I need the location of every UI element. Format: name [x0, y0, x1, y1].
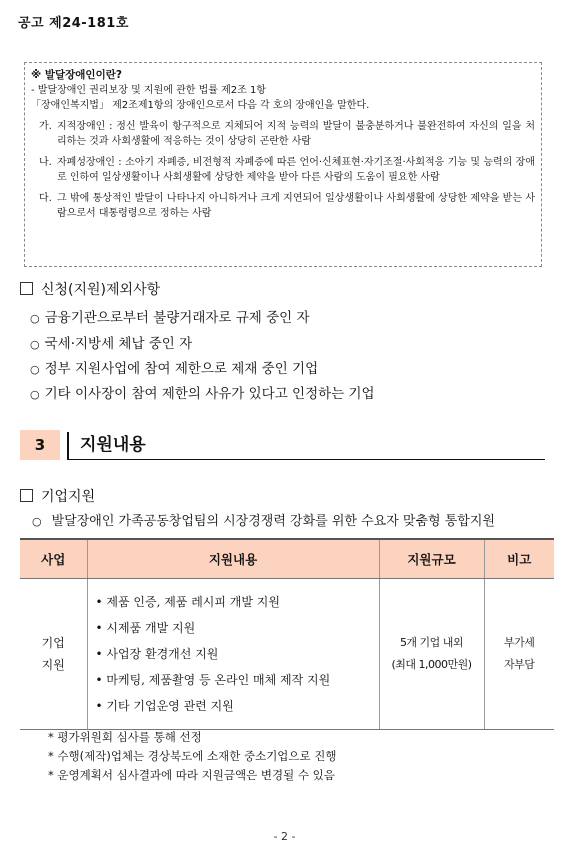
definition-title: ※ 발달장애인이란? — [31, 69, 122, 81]
section-underline — [67, 459, 545, 460]
developmental-disability-definition-box — [24, 62, 542, 267]
table-header-row — [20, 539, 554, 579]
definition-item-text: 그 밖에 통상적인 발달이 나타나지 아니하거나 크게 지연되어 일상생활이나 사회생활에 상당한 제약을 받는 사람으로서 대통령령으로 정하는 사람 — [57, 193, 535, 219]
square-bullet-icon — [20, 489, 33, 502]
exclusion-heading-text: 신청(지원)제외사항 — [41, 282, 161, 298]
cell-scale — [379, 579, 484, 730]
exclusion-item-text: 기타 이사장이 참여 제한의 사유가 있다고 인정하는 기업 — [44, 386, 375, 402]
definition-item — [31, 155, 535, 185]
content-item: • 기타 기업운영 관련 지원 — [95, 699, 234, 713]
company-support-heading — [20, 486, 95, 506]
content-item: • 제품 인증, 제품 레시피 개발 지원 — [95, 595, 280, 609]
definition-item — [31, 119, 535, 149]
notes — [48, 728, 337, 785]
exclusion-item — [30, 382, 375, 402]
cell-business — [20, 579, 87, 730]
section-title: 지원내용 — [80, 435, 146, 455]
header-scale: 지원규모 — [379, 539, 484, 579]
exclusion-item-text: 정부 지원사업에 참여 제한으로 제재 중인 기업 — [44, 361, 319, 377]
header-contents: 지원내용 — [87, 539, 379, 579]
business-line: 기업 — [41, 636, 65, 650]
page-number: - 2 - — [273, 830, 296, 843]
company-support-heading-text: 기업지원 — [41, 489, 96, 505]
remark-line: 자부담 — [504, 658, 535, 671]
remark-line: 부가세 — [504, 636, 535, 649]
circle-bullet-icon: ○ — [32, 515, 42, 528]
header-business: 사업 — [20, 539, 87, 579]
cell-contents — [87, 579, 379, 730]
section-divider — [67, 432, 69, 460]
company-support-description — [22, 510, 495, 529]
definition-item-marker: 나. — [39, 157, 52, 168]
definition-item-text: 자폐성장애인 : 소아기 자폐증, 비전형적 자폐증에 따른 언어·신체표현·자기조절·사회적응 기능 및 능력의 장애로 인하여 일상생활이나 사회생활에 상당한 제약을 받아 다른 사람의 도움이 필요한 사람 — [57, 157, 535, 183]
note-item: * 운영계획서 심사결과에 따라 지원금액은 변경될 수 있음 — [48, 768, 335, 782]
square-bullet-icon — [20, 282, 33, 295]
exclusion-heading — [20, 279, 160, 299]
definition-item-marker: 다. — [39, 193, 52, 204]
circle-bullet-icon: ○ — [30, 363, 40, 376]
circle-bullet-icon: ○ — [30, 312, 40, 325]
section-3-header — [20, 430, 545, 460]
definition-scope-line: 「장애인복지법」 제2조제1항의 장애인으로서 다음 각 호의 장애인을 말한다. — [31, 100, 370, 111]
scale-line: 5개 기업 내외 — [399, 636, 464, 649]
note-item: * 수행(제작)업체는 경상북도에 소재한 중소기업으로 진행 — [48, 749, 337, 763]
circle-bullet-icon: ○ — [30, 338, 40, 351]
section-number: 3 — [20, 430, 60, 460]
definition-item-text: 지적장애인 : 정신 발육이 항구적으로 지체되어 지적 능력의 발달이 불충분하거나 불완전하여 자신의 일을 처리하는 것과 사회생활에 적응하는 것이 상당히 곤란한 사람 — [57, 121, 535, 147]
definition-item — [31, 191, 535, 221]
content-item: • 사업장 환경개선 지원 — [95, 647, 219, 661]
note-item: * 평가위원회 심사를 통해 선정 — [48, 730, 202, 744]
exclusion-item-text: 국세·지방세 체납 중인 자 — [44, 336, 193, 352]
definition-law-line: - 발달장애인 권리보장 및 지원에 관한 법률 제2조 1항 — [31, 85, 266, 96]
scale-line: (최대 1,000만원) — [391, 658, 472, 671]
exclusion-item — [30, 332, 192, 352]
content-item: • 시제품 개발 지원 — [95, 621, 196, 635]
header-remark: 비고 — [484, 539, 554, 579]
definition-item-marker: 가. — [39, 121, 52, 132]
business-line: 지원 — [41, 658, 65, 672]
notice-number: 공고 제24-181호 — [18, 16, 129, 31]
exclusion-item — [30, 357, 318, 377]
support-table — [20, 538, 554, 730]
exclusion-item-text: 금융기관으로부터 불량거래자로 규제 중인 자 — [44, 310, 310, 326]
exclusion-item — [30, 306, 310, 326]
company-support-description-text: 발달장애인 가족공동창업팀의 시장경쟁력 강화를 위한 수요자 맞춤형 통합지원 — [51, 514, 495, 529]
content-item: • 마케팅, 제품촬영 등 온라인 매체 제작 지원 — [95, 673, 331, 687]
circle-bullet-icon: ○ — [30, 388, 40, 401]
cell-remark — [484, 579, 554, 730]
table-row — [20, 579, 554, 730]
